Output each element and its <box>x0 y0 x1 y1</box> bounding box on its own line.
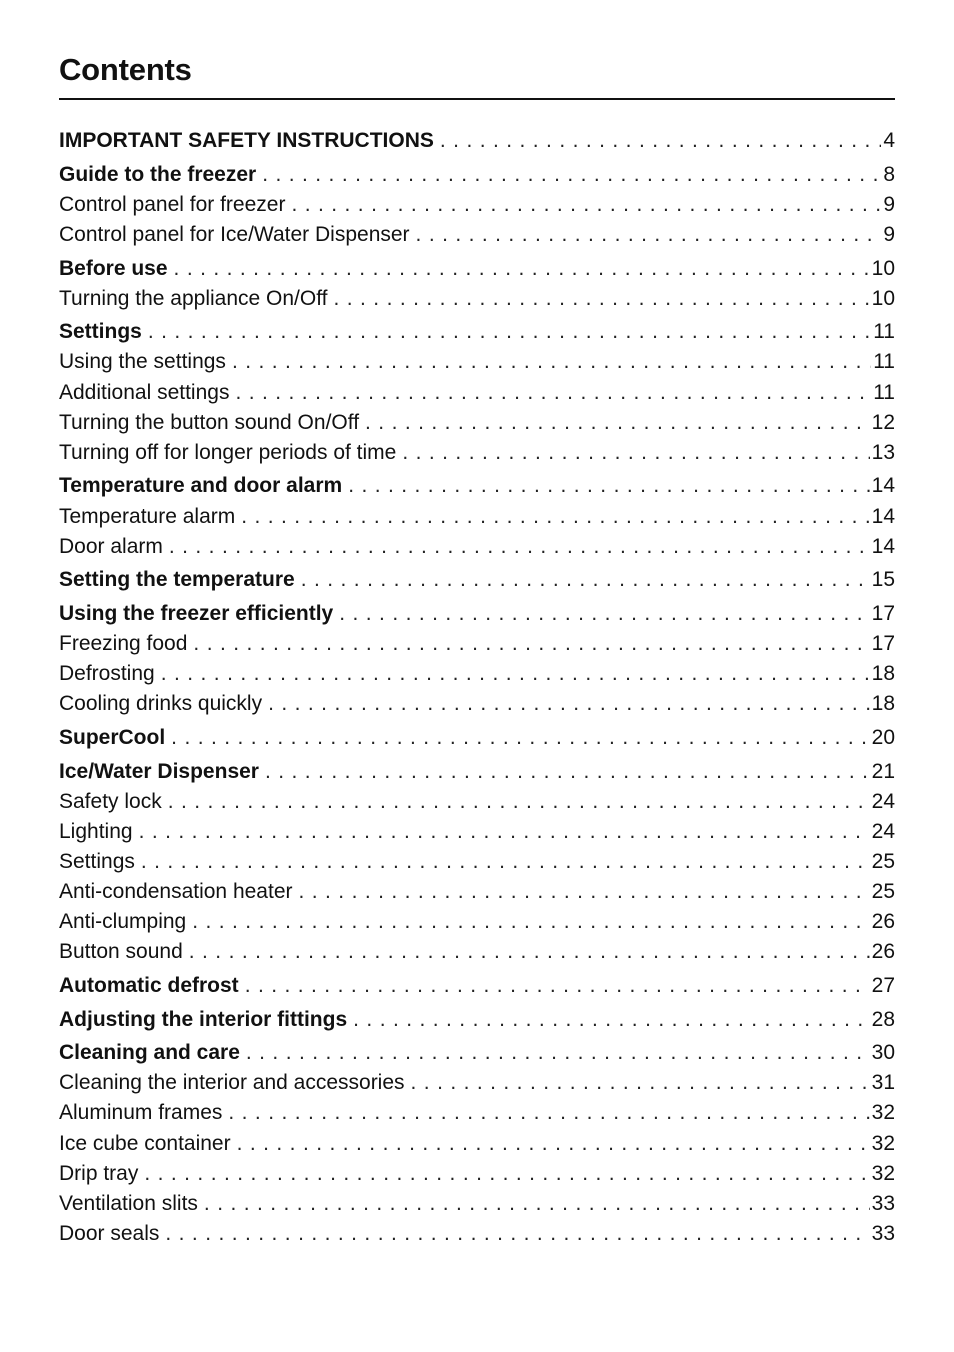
toc-entry-page: 21 <box>871 759 895 783</box>
title-divider <box>59 98 895 100</box>
toc-entry-label: Turning the button sound On/Off <box>59 410 360 434</box>
toc-section-entry[interactable] <box>59 126 895 156</box>
toc-entry-page: 26 <box>871 940 895 964</box>
dot-leader <box>268 689 870 719</box>
dot-leader <box>193 629 869 659</box>
toc-entry-page: 28 <box>871 1007 895 1031</box>
toc-entry-page: 9 <box>883 192 895 216</box>
toc-entry-label: Temperature alarm <box>59 504 236 528</box>
toc-entry-label: Setting the temperature <box>59 568 295 592</box>
page-title: Contents <box>59 52 192 87</box>
toc-entry-page: 32 <box>871 1131 895 1155</box>
toc-subsection-entry[interactable] <box>59 659 895 689</box>
dot-leader <box>161 659 870 689</box>
dot-leader <box>365 408 870 438</box>
toc-subsection-entry[interactable] <box>59 284 895 314</box>
dot-leader <box>353 1005 869 1035</box>
dot-leader <box>141 847 870 877</box>
toc-entry-page: 11 <box>873 380 895 404</box>
toc-entry-page: 12 <box>871 410 895 434</box>
dot-leader <box>204 1189 870 1219</box>
toc-subsection-entry[interactable] <box>59 190 895 220</box>
dot-leader <box>139 817 870 847</box>
toc-subsection-entry[interactable] <box>59 378 895 408</box>
toc-section-entry[interactable] <box>59 599 895 629</box>
dot-leader <box>348 471 869 501</box>
dot-leader <box>245 971 870 1001</box>
toc-subsection-entry[interactable] <box>59 877 895 907</box>
toc-subsection-entry[interactable] <box>59 1098 895 1128</box>
dot-leader <box>339 599 869 629</box>
toc-subsection-entry[interactable] <box>59 438 895 468</box>
dot-leader <box>262 160 881 190</box>
toc-entry-label: Turning the appliance On/Off <box>59 286 328 310</box>
toc-subsection-entry[interactable] <box>59 1159 895 1189</box>
toc-entry-label: Cooling drinks quickly <box>59 692 263 716</box>
toc-subsection-entry[interactable] <box>59 1189 895 1219</box>
toc-entry-label: Cleaning and care <box>59 1041 240 1065</box>
toc-entry-label: Cleaning the interior and accessories <box>59 1071 405 1095</box>
dot-leader <box>189 937 870 967</box>
dot-leader <box>334 284 870 314</box>
dot-leader <box>169 532 870 562</box>
toc-entry-label: Ventilation slits <box>59 1191 198 1215</box>
toc-section-entry[interactable] <box>59 160 895 190</box>
toc-entry-label: Control panel for freezer <box>59 192 286 216</box>
dot-leader <box>235 378 871 408</box>
toc-entry-page: 33 <box>871 1221 895 1245</box>
toc-subsection-entry[interactable] <box>59 220 895 250</box>
toc-entry-label: Defrosting <box>59 662 155 686</box>
dot-leader <box>265 757 870 787</box>
toc-section-entry[interactable] <box>59 1038 895 1068</box>
toc-subsection-entry[interactable] <box>59 907 895 937</box>
toc-entry-page: 25 <box>871 849 895 873</box>
toc-subsection-entry[interactable] <box>59 817 895 847</box>
toc-entry-label: Freezing food <box>59 632 188 656</box>
toc-entry-page: 17 <box>871 601 895 625</box>
toc-entry-page: 18 <box>871 662 895 686</box>
toc-entry-label: IMPORTANT SAFETY INSTRUCTIONS <box>59 129 434 152</box>
dot-leader <box>246 1038 870 1068</box>
dot-leader <box>440 126 881 156</box>
dot-leader <box>148 317 871 347</box>
dot-leader <box>416 220 882 250</box>
dot-leader <box>402 438 869 468</box>
dot-leader <box>299 877 870 907</box>
toc-entry-page: 14 <box>871 534 895 558</box>
toc-entry-label: Ice cube container <box>59 1131 231 1155</box>
toc-section-entry[interactable] <box>59 757 895 787</box>
toc-subsection-entry[interactable] <box>59 847 895 877</box>
toc-entry-label: Safety lock <box>59 789 162 813</box>
toc-entry-page: 24 <box>871 819 895 843</box>
toc-section-entry[interactable] <box>59 971 895 1001</box>
toc-entry-page: 15 <box>871 568 895 592</box>
toc-entry-page: 32 <box>871 1101 895 1125</box>
toc-entry-label: Anti-condensation heater <box>59 880 293 903</box>
toc-entry-page: 9 <box>883 222 895 246</box>
toc-entry-label: SuperCool <box>59 725 166 749</box>
dot-leader <box>144 1159 869 1189</box>
toc-subsection-entry[interactable] <box>59 787 895 817</box>
toc-section-entry[interactable] <box>59 471 895 501</box>
toc-section-entry[interactable] <box>59 317 895 347</box>
toc-section-entry[interactable] <box>59 254 895 284</box>
dot-leader <box>192 907 869 937</box>
toc-entry-label: Guide to the freezer <box>59 162 257 186</box>
toc-entry-label: Control panel for Ice/Water Dispenser <box>59 222 410 246</box>
toc-entry-label: Turning off for longer periods of time <box>59 440 397 464</box>
table-of-contents <box>59 120 895 1249</box>
toc-subsection-entry[interactable] <box>59 532 895 562</box>
toc-entry-page: 30 <box>871 1041 895 1065</box>
dot-leader <box>301 565 870 595</box>
toc-subsection-entry[interactable] <box>59 937 895 967</box>
toc-entry-label: Settings <box>59 849 135 873</box>
toc-entry-page: 27 <box>871 973 895 997</box>
dot-leader <box>165 1219 869 1249</box>
toc-entry-label: Lighting <box>59 819 133 843</box>
dot-leader <box>232 347 871 377</box>
toc-entry-label: Adjusting the interior fittings <box>59 1007 348 1031</box>
dot-leader <box>171 723 869 753</box>
toc-entry-label: Anti-clumping <box>59 910 187 934</box>
toc-entry-label: Additional settings <box>59 380 230 404</box>
toc-entry-label: Before use <box>59 256 168 280</box>
toc-entry-page: 8 <box>883 162 895 186</box>
toc-entry-page: 13 <box>871 440 895 464</box>
toc-entry-page: 4 <box>883 129 895 152</box>
toc-entry-page: 20 <box>871 725 895 749</box>
toc-entry-page: 10 <box>871 256 895 280</box>
toc-entry-page: 14 <box>871 474 895 498</box>
toc-subsection-entry[interactable] <box>59 689 895 719</box>
toc-entry-label: Aluminum frames <box>59 1101 223 1125</box>
toc-subsection-entry[interactable] <box>59 347 895 377</box>
toc-entry-page: 11 <box>873 350 895 374</box>
toc-entry-page: 31 <box>871 1071 895 1095</box>
toc-entry-label: Ice/Water Dispenser <box>59 759 259 783</box>
toc-entry-label: Settings <box>59 320 142 344</box>
dot-leader <box>228 1098 869 1128</box>
dot-leader <box>174 254 870 284</box>
toc-entry-label: Drip tray <box>59 1161 139 1185</box>
toc-entry-page: 14 <box>871 504 895 528</box>
toc-section-entry[interactable] <box>59 723 895 753</box>
toc-entry-page: 18 <box>871 692 895 716</box>
toc-entry-label: Using the freezer efficiently <box>59 601 334 625</box>
toc-subsection-entry[interactable] <box>59 629 895 659</box>
toc-entry-label: Door seals <box>59 1221 160 1245</box>
toc-subsection-entry[interactable] <box>59 1068 895 1098</box>
toc-subsection-entry[interactable] <box>59 1219 895 1249</box>
toc-section-entry[interactable] <box>59 565 895 595</box>
dot-leader <box>291 190 881 220</box>
toc-section-entry[interactable] <box>59 1005 895 1035</box>
dot-leader <box>168 787 870 817</box>
dot-leader <box>237 1129 870 1159</box>
toc-entry-page: 25 <box>871 880 895 903</box>
toc-entry-page: 17 <box>871 632 895 656</box>
toc-subsection-entry[interactable] <box>59 1129 895 1159</box>
toc-entry-page: 33 <box>871 1191 895 1215</box>
toc-entry-page: 11 <box>873 320 895 344</box>
toc-entry-page: 24 <box>871 789 895 813</box>
toc-entry-page: 32 <box>871 1161 895 1185</box>
dot-leader <box>411 1068 870 1098</box>
dot-leader <box>241 502 869 532</box>
toc-entry-label: Using the settings <box>59 350 226 374</box>
toc-subsection-entry[interactable] <box>59 408 895 438</box>
toc-entry-label: Temperature and door alarm <box>59 474 343 498</box>
toc-entry-label: Automatic defrost <box>59 973 239 997</box>
toc-entry-page: 26 <box>871 910 895 934</box>
toc-entry-label: Button sound <box>59 940 183 964</box>
toc-entry-label: Door alarm <box>59 534 163 558</box>
toc-subsection-entry[interactable] <box>59 502 895 532</box>
toc-entry-page: 10 <box>871 286 895 310</box>
